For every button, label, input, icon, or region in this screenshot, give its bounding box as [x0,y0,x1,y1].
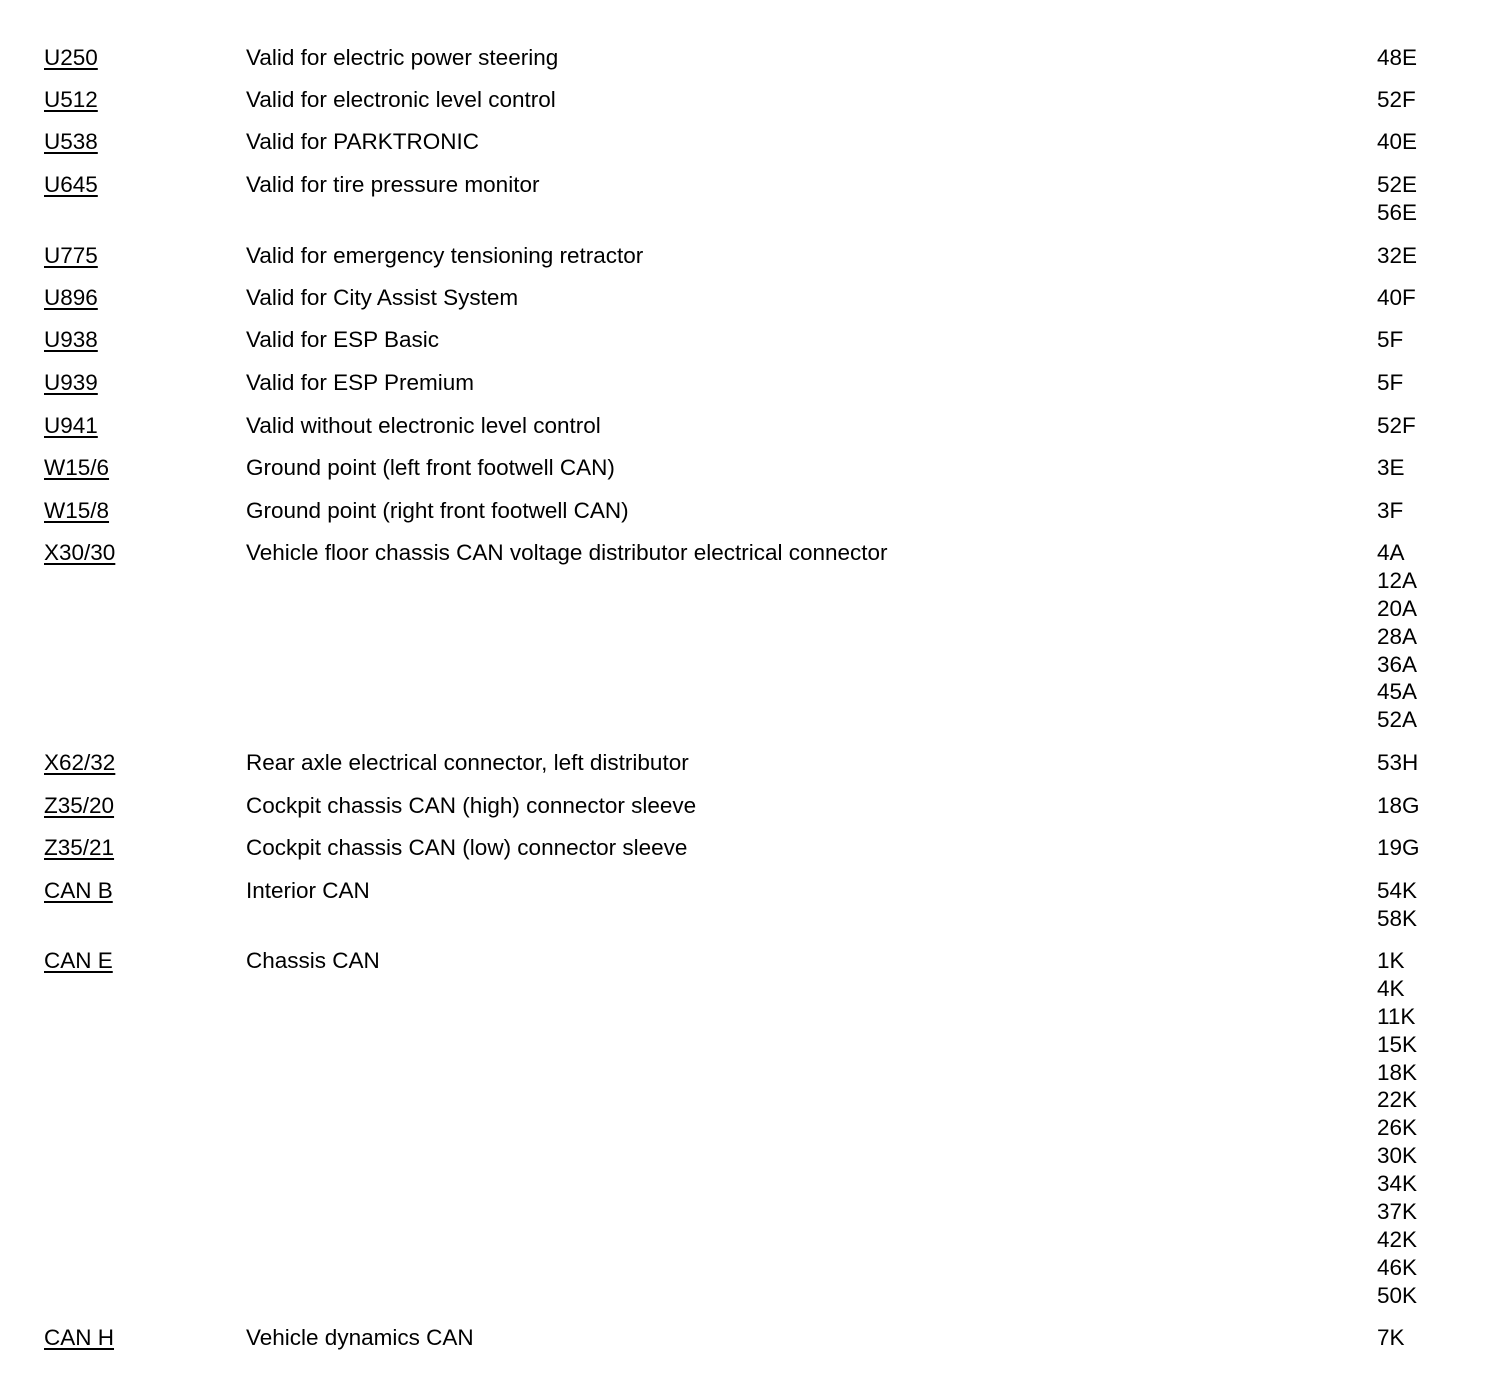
grid-reference: 30K [1377,1143,1418,1169]
grid-reference: 5F [1377,370,1404,395]
grid-reference-list [1377,171,1417,227]
grid-reference-list [1377,44,1417,72]
grid-reference: 11K [1377,1003,1416,1029]
component-code-link[interactable]: Z35/21 [44,835,115,860]
component-description: Valid for ESP Basic [246,327,440,352]
component-code-link[interactable]: CAN H [44,1325,115,1350]
grid-reference: 12A [1377,567,1418,593]
component-code-link[interactable]: CAN B [44,878,113,903]
component-description: Valid for electronic level control [246,87,556,112]
grid-reference-list [1377,128,1417,156]
component-description: Chassis CAN [246,948,380,973]
grid-reference: 5F [1377,327,1404,352]
component-description: Valid for ESP Premium [246,370,474,395]
grid-reference: 3F [1377,498,1404,523]
grid-reference: 56E [1377,199,1418,225]
component-code-link[interactable]: U941 [44,413,98,438]
component-description: Vehicle dynamics CAN [246,1325,474,1350]
component-code-link[interactable]: U775 [44,243,98,268]
grid-reference: 52F [1377,413,1416,438]
grid-reference: 52A [1377,707,1418,733]
grid-reference: 42K [1377,1226,1418,1252]
grid-reference: 26K [1377,1115,1418,1141]
grid-reference: 32E [1377,243,1418,268]
component-code-link[interactable]: U896 [44,285,98,310]
grid-reference: 34K [1377,1171,1418,1197]
grid-reference: 46K [1377,1254,1418,1280]
component-description: Valid for tire pressure monitor [246,172,540,197]
grid-reference-list [1377,454,1405,482]
grid-reference-list [1377,1324,1405,1352]
component-code-link[interactable]: W15/6 [44,455,110,480]
component-code-link[interactable]: W15/8 [44,498,110,523]
component-description: Valid for PARKTRONIC [246,129,479,154]
component-description: Valid for emergency tensioning retractor [246,243,644,268]
component-description: Ground point (right front footwell CAN) [246,498,629,523]
grid-reference: 40E [1377,129,1418,154]
grid-reference: 50K [1377,1282,1418,1308]
grid-reference: 4K [1377,975,1405,1001]
grid-reference: 36A [1377,651,1418,677]
component-description: Ground point (left front footwell CAN) [246,455,615,480]
grid-reference: 37K [1377,1199,1418,1225]
grid-reference: 52F [1377,87,1416,112]
component-description: Cockpit chassis CAN (high) connector sleeve [246,793,697,818]
grid-reference: 45A [1377,679,1418,705]
grid-reference-list [1377,947,1417,1310]
grid-reference-list [1377,749,1418,777]
grid-reference: 19G [1377,835,1420,860]
grid-reference: 20A [1377,595,1418,621]
component-description: Valid without electronic level control [246,413,601,438]
grid-reference: 54K [1377,878,1418,903]
grid-reference-list [1377,369,1403,397]
component-code-link[interactable]: Z35/20 [44,793,115,818]
component-description: Vehicle floor chassis CAN voltage distributor electrical connector [246,540,888,565]
component-code-link[interactable]: U250 [44,45,98,70]
component-description: Cockpit chassis CAN (low) connector sleeve [246,835,688,860]
grid-reference: 52E [1377,172,1418,197]
component-code-link[interactable]: CAN E [44,948,113,973]
grid-reference: 1K [1377,948,1405,973]
component-code-link[interactable]: X30/30 [44,540,116,565]
component-code-link[interactable]: U938 [44,327,98,352]
grid-reference-list [1377,834,1420,862]
component-description: Interior CAN [246,878,370,903]
grid-reference: 3E [1377,455,1405,480]
grid-reference: 22K [1377,1087,1418,1113]
grid-reference: 4A [1377,540,1405,565]
component-code-link[interactable]: U645 [44,172,98,197]
grid-reference: 58K [1377,905,1418,931]
grid-reference-list [1377,412,1416,440]
grid-reference: 7K [1377,1325,1405,1350]
grid-reference-list [1377,86,1416,114]
grid-reference-list [1377,877,1417,933]
grid-reference-list [1377,497,1403,525]
grid-reference: 53H [1377,750,1419,775]
grid-reference-list [1377,539,1417,734]
component-code-link[interactable]: U512 [44,87,98,112]
component-description: Rear axle electrical connector, left distributor [246,750,689,775]
grid-reference-list [1377,242,1417,270]
grid-reference: 28A [1377,623,1418,649]
component-description: Valid for City Assist System [246,285,519,310]
component-code-link[interactable]: U538 [44,129,98,154]
grid-reference: 18G [1377,793,1420,818]
grid-reference: 15K [1377,1031,1418,1057]
component-description: Valid for electric power steering [246,45,559,70]
grid-reference: 48E [1377,45,1418,70]
grid-reference-list [1377,284,1416,312]
grid-reference: 40F [1377,285,1416,310]
grid-reference-list [1377,326,1403,354]
grid-reference-list [1377,792,1420,820]
grid-reference: 18K [1377,1059,1418,1085]
component-code-link[interactable]: X62/32 [44,750,116,775]
component-code-link[interactable]: U939 [44,370,98,395]
